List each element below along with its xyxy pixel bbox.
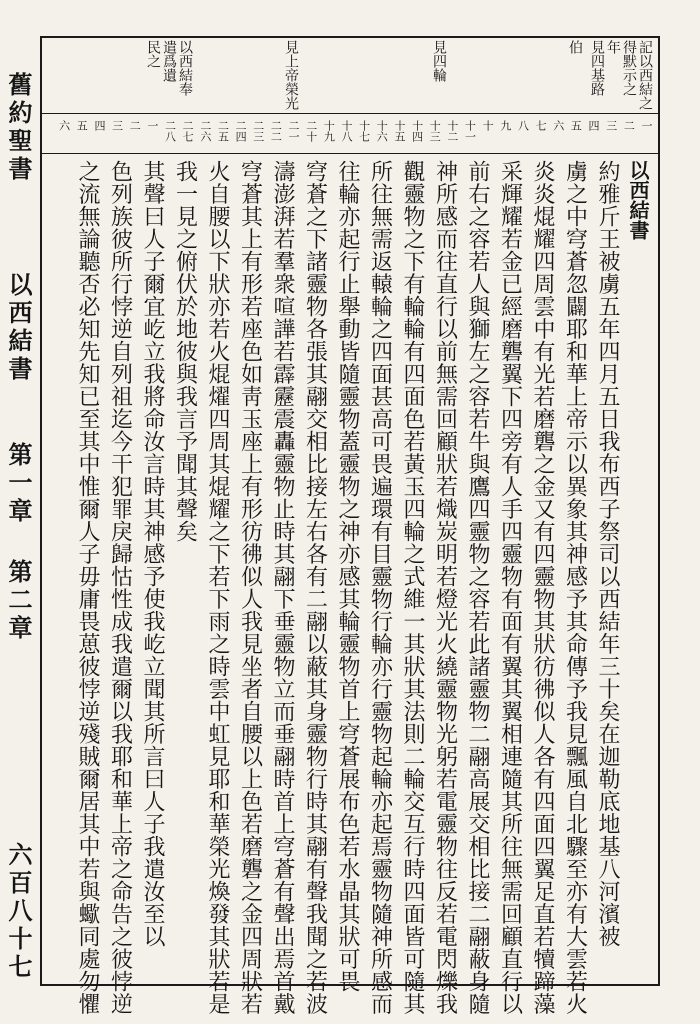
scripture-body xyxy=(40,154,660,1015)
verse-number: 十八 xyxy=(340,120,353,142)
text-column: 穹蒼之下諸靈物各張其翮交相比接左右各有二翮以蔽其身靈物行時其翮有聲我聞之若波 xyxy=(302,160,328,1015)
header-note: 遣爲遺 xyxy=(161,40,177,82)
header-note: 民之 xyxy=(145,40,161,68)
verse-number: 一 xyxy=(640,120,653,131)
verse-number: 三 xyxy=(110,120,124,131)
text-column: 約雅斤王被虜五年四月五日我布西子祭司以西結年三十矣在迦勒底地基八河濱被 xyxy=(595,160,620,948)
verse-number: 二一 xyxy=(287,120,301,142)
text-column: 虜之中穹蒼忽闢耶和華上帝示以異象其神感予其命傳予我見飄風自北驟至亦有大雲若火 xyxy=(562,160,588,1015)
verse-number: 十四 xyxy=(410,120,424,142)
verse-number: 四 xyxy=(587,120,601,131)
header-note: 見上帝榮光 xyxy=(283,40,299,110)
section-title: 以西結書 xyxy=(4,272,33,384)
text-column: 采輝耀若金已經磨礱翼下四旁有人手四靈物有面有翼其翼相連隨其所往無需回顧直行以 xyxy=(497,160,523,1015)
verse-number: 二十 xyxy=(304,120,318,142)
cross-reference-header xyxy=(40,36,660,114)
verse-number: 二四 xyxy=(234,120,248,142)
book-title: 舊約聖書 xyxy=(4,72,33,184)
text-column: 炎炎焜耀四周雲中有光若磨礱之金又有四靈物其狀彷彿似人各有四面四翼足直若犢蹄藻 xyxy=(530,160,555,1015)
verse-number: 八 xyxy=(516,120,530,131)
verse-number-ruler xyxy=(40,114,660,154)
text-column: 之流無論聽否必知先知已至其中惟爾人子毋庸畏葸彼悖逆殘賊爾居其中若與蠍同處勿懼 xyxy=(75,160,100,1015)
text-column: 濤澎湃若羣衆喧譁若霹靂震轟靈物止時其翮下垂靈物立而垂翮時首上穹蒼有聲出焉首戴 xyxy=(270,160,295,1015)
header-note: 見四基路 xyxy=(589,40,605,96)
verse-number: 二 xyxy=(622,120,636,131)
verse-number: 一 xyxy=(145,120,159,131)
page-number: 六百八十七 xyxy=(4,842,33,982)
header-note: 得默示之 xyxy=(621,40,637,96)
verse-number: 五 xyxy=(569,120,583,131)
verse-number: 三 xyxy=(604,120,618,131)
verse-number: 二五 xyxy=(216,120,230,142)
header-note: 記以西結之 xyxy=(637,40,653,110)
verse-number: 七 xyxy=(534,120,548,131)
verse-number: 二 xyxy=(128,120,142,131)
text-column: 火自腰以下狀亦若火焜燿四周其焜耀之下若下雨之時雲中虹見耶和華榮光煥發其狀若是 xyxy=(205,160,230,1015)
header-note: 見四輪 xyxy=(431,40,447,82)
verse-number: 五 xyxy=(75,120,89,131)
text-column: 其聲曰人子爾宜屹立我將命汝言時其神感予使我屹立聞其所言曰人子我遣汝至以 xyxy=(140,160,165,948)
verse-number: 四 xyxy=(92,120,106,131)
verse-number: 九 xyxy=(498,120,512,131)
header-note: 年 xyxy=(605,40,621,54)
verse-number: 二三 xyxy=(251,120,265,142)
chapter-range: 第一章 第二章 xyxy=(4,442,33,643)
header-note: 以西結奉 xyxy=(177,40,193,96)
verse-number: 十三 xyxy=(428,120,442,142)
verse-number: 二六 xyxy=(198,120,212,142)
verse-number: 十一 xyxy=(463,120,477,142)
text-column: 我一見之俯伏於地彼與我言予聞其聲矣 xyxy=(172,160,198,543)
text-column: 神所感而往直行以前無需回顧狀若熾炭明若燈光火繞靈物光躬若電靈物往反若電閃爍我 xyxy=(432,160,458,1015)
verse-number: 十二 xyxy=(445,120,459,142)
text-column: 前右之容若人與獅左之容若牛與鷹四靈物之容若此諸靈物二翮高展交相比接二翮蔽身隨 xyxy=(465,160,490,1015)
text-column: 觀靈物之下有輪輪有四面色若黃玉四輪之式維一其狀其法則二輪交互行時四面皆可隨其 xyxy=(400,160,425,1015)
header-note: 伯 xyxy=(567,40,583,54)
verse-number: 二七 xyxy=(181,120,195,142)
text-column: 往輪亦起行止舉動皆隨靈物蓋靈物之神亦感其輪靈物首上穹蒼展布色若水晶其狀可畏 xyxy=(335,160,360,993)
text-column: 所往無需返轅輪之四面甚高可畏遍環有目靈物行輪亦行靈物起輪亦起焉靈物隨神所感而 xyxy=(367,160,393,1015)
verse-number: 十九 xyxy=(322,120,336,142)
verse-number: 十 xyxy=(481,120,495,131)
verse-number: 二八 xyxy=(163,120,177,142)
text-column: 穹蒼其上有形若座色如靑玉座上有形彷彿似人我見坐者自腰以上色若磨礱之金四周狀若 xyxy=(237,160,263,1015)
left-margin xyxy=(0,36,40,986)
verse-number: 二二 xyxy=(269,120,283,142)
verse-number: 六 xyxy=(57,120,71,131)
text-column: 色列族彼所行悖逆自列祖迄今干犯罪戾歸怙性成我遣爾以我耶和華上帝之命告之彼悖逆 xyxy=(107,160,133,1015)
book-heading: 以西結書 xyxy=(626,160,650,240)
verse-number: 十七 xyxy=(357,120,371,142)
verse-number: 十五 xyxy=(392,120,406,142)
verse-number: 六 xyxy=(551,120,565,131)
verse-number: 十六 xyxy=(375,120,389,142)
